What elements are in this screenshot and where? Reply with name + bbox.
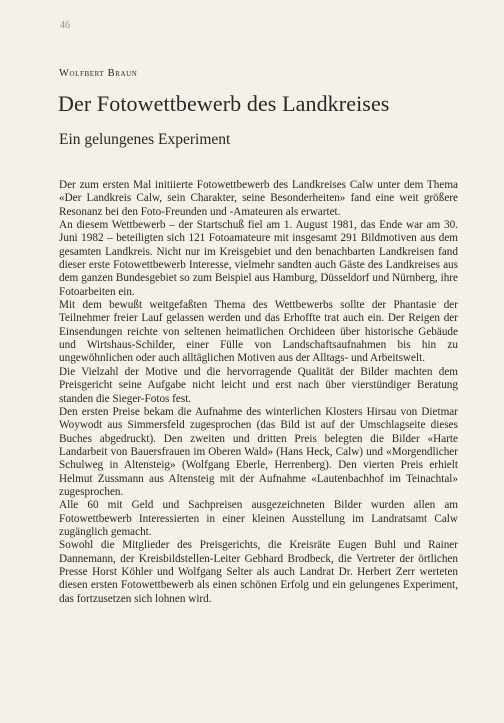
paragraph: Der zum ersten Mal initiierte Fotowettbewerb des Landkreises Calw unter dem Thema «Der Landkreis Calw, sein Charakter, seine Besonderheiten» fand eine weit größere Resonanz bei den Foto-Freunden und -Amateuren als erwartet. <box>59 179 458 218</box>
page-number: 46 <box>60 20 70 31</box>
paragraph: Sowohl die Mitglieder des Preisgerichts, die Kreisräte Eugen Buhl und Rainer Dannemann, der Kreisbildstellen-Leiter Gebhard Brodbeck, die Vertreter der örtlichen Presse Horst Köhler und Wolfgang Selter als auch Landrat Dr. Herbert Zerr werteten diesen ersten Fotowettbewerb als einen schönen Erfolg und ein gelungenes Experiment, das fortzusetzen sich lohnen wird. <box>59 539 458 605</box>
article-title: Der Fotowettbewerb des Landkreises <box>58 91 390 116</box>
paragraph: An diesem Wettbewerb – der Startschuß fiel am 1. August 1981, das Ende war am 30. Juni 1982 – beteiligten sich 121 Fotoamateure mit insgesamt 291 Bildmotiven aus dem gesamten Landkreis. Nicht nur im Kreisgebiet und den benachbarten Landkreisen fand dieser erste Fotowettbewerb Interesse, vielmehr sandten auch Gäste des Landkreises aus dem ganzen Bundesgebiet so zum Beispiel aus Hamburg, Düsseldorf und Nürnberg, ihre Fotoarbeiten ein. <box>59 219 458 298</box>
author-name: Wolfbert Braun <box>59 68 138 79</box>
paragraph: Die Vielzahl der Motive und die hervorragende Qualität der Bilder machten dem Preisgericht seine Aufgabe nicht leicht und erst nach über vierstündiger Beratung standen die Sieger-Fotos fest. <box>59 365 458 405</box>
article-body <box>59 179 458 606</box>
paragraph: Den ersten Preise bekam die Aufnahme des winterlichen Klosters Hirsau von Dietmar Woywodt aus Simmersfeld zugesprochen (das Bild ist auf der Umschlagseite dieses Buches abgedruckt). Den zweiten und dritten Preis belegten die Bilder «Harte Landarbeit von Bauersfrauen im Oberen Wald» (Hans Heck, Calw) und «Morgendlicher Schulweg in Altensteig» (Wolfgang Eberle, Herrenberg). Den vierten Preis erhielt Helmut Zussmann aus Altensteig mit der Aufnahme «Lautenbachhof im Teinachtal» zugesprochen. <box>59 405 458 498</box>
article-subtitle: Ein gelungenes Experiment <box>59 131 231 148</box>
paragraph: Mit dem bewußt weitgefaßten Thema des Wettbewerbs sollte der Phantasie der Teilnehmer freier Lauf gelassen werden und das Erhoffte trat auch ein. Der Reigen der Einsendungen reichte von seltenen heimatlichen Orchideen über historische Gebäude und Wirtshaus-Schilder, einer Fülle von Landschaftsaufnahmen bis hin zu ungewöhnlichen oder auch alltäglichen Motiven aus der Alltags- und Arbeitswelt. <box>59 299 458 365</box>
paragraph: Alle 60 mit Geld und Sachpreisen ausgezeichneten Bilder wurden allen am Fotowettbewerb Interessierten in einer kleinen Ausstellung im Landratsamt Calw zugänglich gemacht. <box>59 499 458 538</box>
